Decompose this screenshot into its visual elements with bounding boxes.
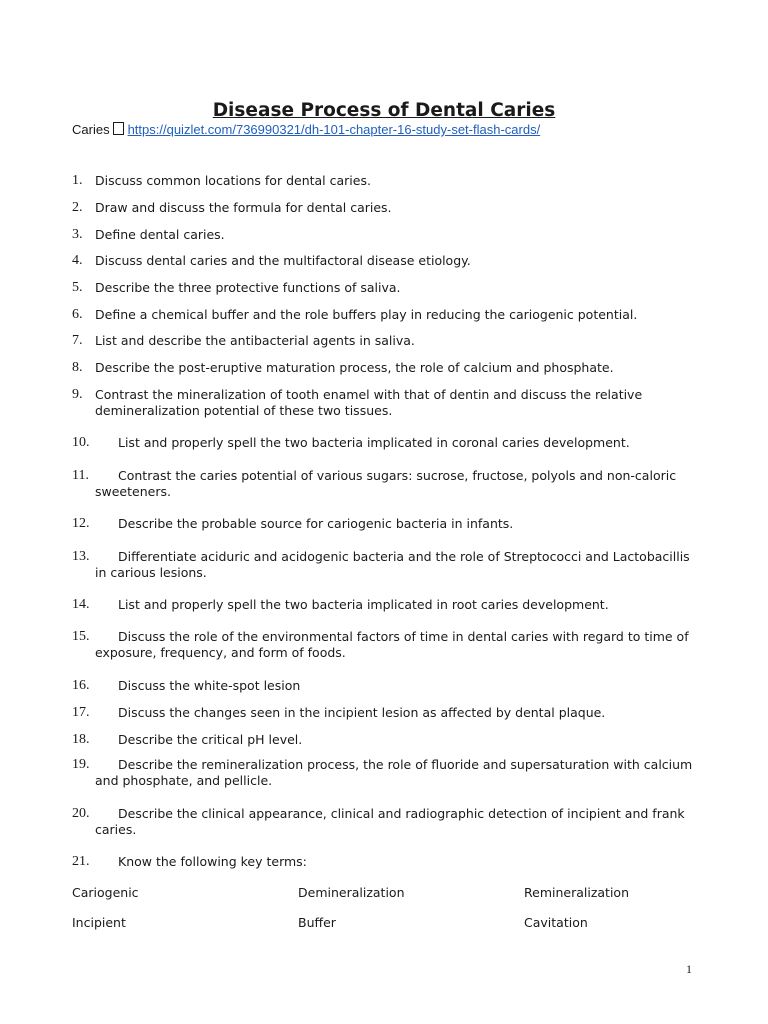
question-number: 18. — [72, 732, 90, 747]
key-term: Cavitation — [524, 915, 588, 930]
question-number: 20. — [72, 806, 90, 821]
question-number: 16. — [72, 678, 90, 693]
question-text: List and describe the antibacterial agents in saliva. — [95, 333, 415, 348]
key-term: Incipient — [72, 915, 126, 930]
page-number: 1 — [686, 962, 692, 976]
key-term: Cariogenic — [72, 885, 139, 900]
question-number: 9. — [72, 387, 83, 402]
key-term: Buffer — [298, 915, 336, 930]
question-number: 10. — [72, 435, 90, 450]
question-number: 6. — [72, 307, 83, 322]
question-text: Describe the post-eruptive maturation process, the role of calcium and phosphate. — [95, 360, 614, 375]
question-text: Define a chemical buffer and the role buffers play in reducing the cariogenic potential. — [95, 307, 638, 322]
question-number: 8. — [72, 360, 83, 375]
key-term: Demineralization — [298, 885, 405, 900]
question-text: Contrast the caries potential of various sugars: sucrose, fructose, polyols and non-caloric sweeteners. — [95, 468, 677, 499]
question-number: 7. — [72, 333, 83, 348]
question-number: 2. — [72, 200, 83, 215]
question-number: 4. — [72, 253, 83, 268]
question-text: Discuss the role of the environmental factors of time in dental caries with regard to time of exposure, frequency, and form of foods. — [95, 629, 689, 660]
question-text: Define dental caries. — [95, 227, 225, 242]
question-text: Discuss common locations for dental caries. — [95, 173, 371, 188]
question-number: 13. — [72, 549, 90, 564]
question-number: 5. — [72, 280, 83, 295]
caries-reference-line — [72, 121, 540, 139]
question-text: List and properly spell the two bacteria implicated in root caries development. — [118, 597, 609, 612]
question-number: 11. — [72, 468, 89, 483]
question-number: 17. — [72, 705, 90, 720]
quizlet-link[interactable]: https://quizlet.com/736990321/dh-101-chapter-16-study-set-flash-cards/ — [127, 122, 541, 137]
question-text: Describe the probable source for cariogenic bacteria in infants. — [118, 516, 514, 531]
key-term: Remineralization — [524, 885, 629, 900]
question-text: Describe the critical pH level. — [118, 732, 303, 747]
question-text: Know the following key terms: — [118, 854, 307, 869]
question-text: Contrast the mineralization of tooth enamel with that of dentin and discuss the relative demineralization potential of these two tissues. — [95, 387, 643, 418]
question-text: Describe the three protective functions of saliva. — [95, 280, 401, 295]
question-text: Describe the remineralization process, the role of fluoride and supersaturation with calcium and phosphate, and pellicle. — [95, 757, 693, 788]
question-number: 21. — [72, 854, 90, 869]
question-number: 19. — [72, 757, 90, 772]
question-number: 15. — [72, 629, 90, 644]
question-text: Discuss the changes seen in the incipient lesion as affected by dental plaque. — [118, 705, 606, 720]
question-text: Discuss the white-spot lesion — [118, 678, 301, 693]
document-title: Disease Process of Dental Caries — [212, 100, 556, 121]
question-number: 1. — [72, 173, 83, 188]
question-text: List and properly spell the two bacteria implicated in coronal caries development. — [118, 435, 630, 450]
missing-glyph-icon — [113, 122, 124, 135]
question-text: Discuss dental caries and the multifactoral disease etiology. — [95, 253, 471, 268]
question-number: 14. — [72, 597, 90, 612]
question-text: Differentiate aciduric and acidogenic bacteria and the role of Streptococci and Lactobacillis in carious lesions. — [95, 549, 690, 580]
question-number: 3. — [72, 227, 83, 242]
question-text: Draw and discuss the formula for dental caries. — [95, 200, 392, 215]
question-text: Describe the clinical appearance, clinical and radiographic detection of incipient and frank caries. — [95, 806, 685, 837]
question-number: 12. — [72, 516, 90, 531]
caries-label: Caries — [72, 122, 110, 137]
